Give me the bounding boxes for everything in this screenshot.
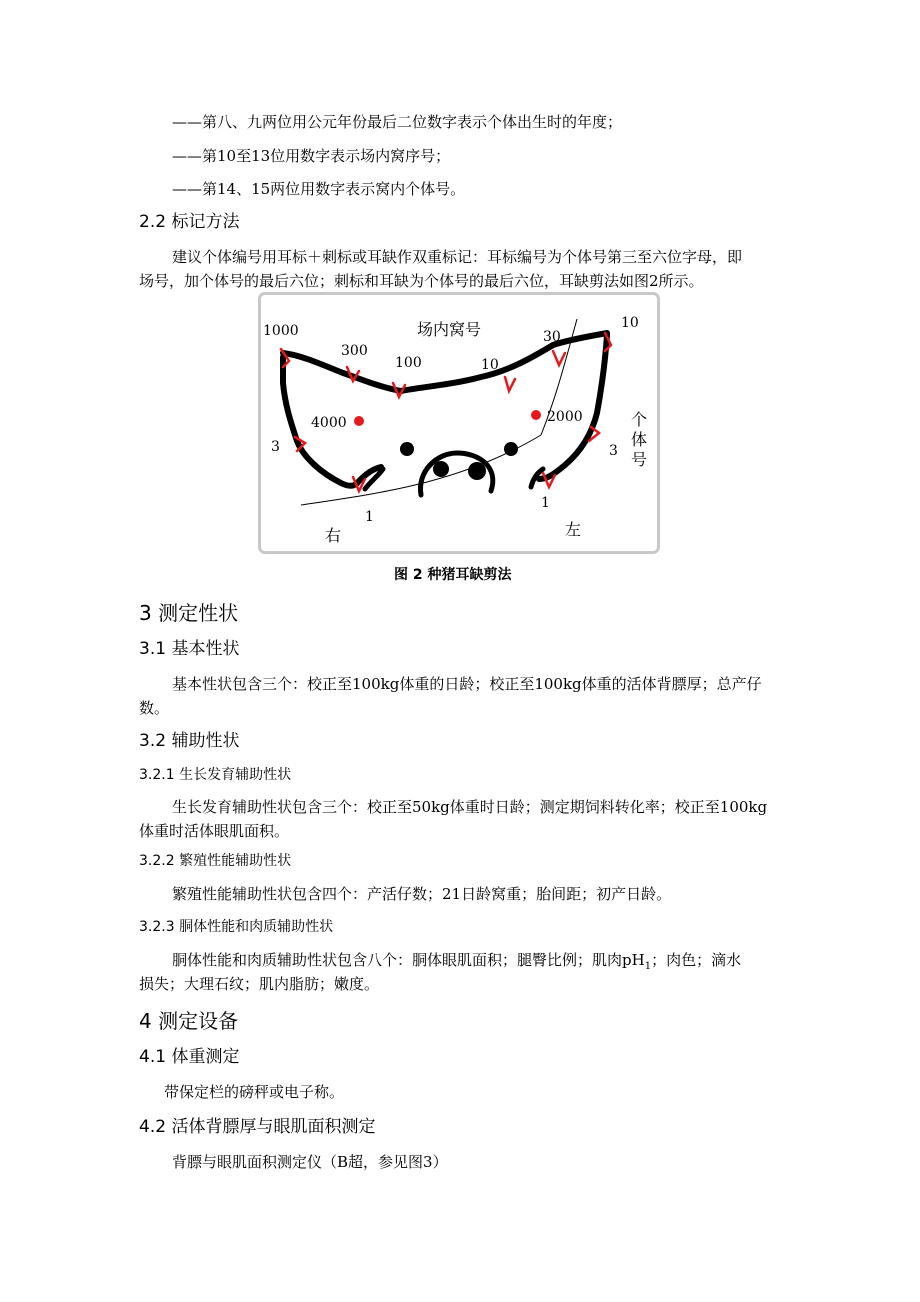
left-ear-outline	[539, 335, 607, 479]
section-3-2-3-paragraph-line1	[172, 950, 741, 977]
section-3-2-heading: 3.2 辅助性状	[139, 731, 240, 751]
section-3-2-2-paragraph: 繁殖性能辅助性状包含四个：产活仔数；21日龄窝重；胎间距；初产日龄。	[172, 885, 672, 903]
label-left-ear: 左	[565, 520, 582, 539]
pig-eye-left	[400, 442, 414, 456]
label-2000: 2000	[547, 409, 583, 425]
section-3-2-3-paragraph-line2: 损失；大理石纹；肌内脂肪；嫩度。	[139, 975, 380, 993]
side-label-char-2: 体	[631, 430, 648, 449]
label-3-left: 3	[609, 443, 618, 459]
label-1000: 1000	[263, 323, 299, 339]
label-1-left: 1	[541, 495, 550, 511]
red-dot-2000	[531, 410, 541, 420]
section-4-1-heading: 4.1 体重测定	[139, 1047, 240, 1067]
section-3-heading: 3 测定性状	[139, 601, 239, 625]
label-10-litter: 10	[481, 357, 499, 373]
section-3-2-1-paragraph-line2: 体重时活体眼肌面积。	[139, 822, 290, 840]
snout-nostril-right	[468, 462, 486, 480]
section-4-2-paragraph: 背膘与眼肌面积测定仪（B超，参见图3）	[172, 1153, 448, 1171]
pig-ear-notch-diagram	[261, 295, 657, 551]
section-2-2-paragraph-line2: 场号，加个体号的最后六位；刺标和耳缺为个体号的最后六位，耳缺剪法如图2所示。	[139, 272, 704, 290]
section-3-2-3-heading: 3.2.3 胴体性能和肉质辅助性状	[139, 919, 334, 935]
section-3-1-paragraph-line2: 数。	[139, 699, 170, 717]
label-3-right: 3	[271, 439, 280, 455]
label-4000: 4000	[311, 415, 347, 431]
section-3-1-heading: 3.1 基本性状	[139, 639, 240, 659]
line-individual-number: ——第14、15两位用数字表示窝内个体号。	[172, 180, 466, 198]
side-label-char-3: 号	[631, 450, 648, 469]
label-30: 30	[543, 329, 561, 345]
side-label-char-1: 个	[631, 410, 648, 429]
section-3-2-2-heading: 3.2.2 繁殖性能辅助性状	[139, 853, 292, 869]
red-dot-4000	[354, 416, 364, 426]
line-year-digits: ——第八、九两位用公元年份最后二位数字表示个体出生时的年度；	[172, 113, 623, 131]
label-300: 300	[341, 343, 368, 359]
figure-caption: 图 2 种猪耳缺剪法	[394, 567, 512, 583]
label-right-ear: 右	[325, 526, 342, 545]
section-4-2-heading: 4.2 活体背膘厚与眼肌面积测定	[139, 1117, 376, 1137]
section-3-2-1-paragraph-line1: 生长发育辅助性状包含三个：校正至50kg体重时日龄；测定期饲料转化率；校正至100kg	[172, 798, 768, 816]
section-3-1-paragraph-line1: 基本性状包含三个：校正至100kg体重的日龄；校正至100kg体重的活体背膘厚；总产仔	[172, 675, 762, 693]
label-10-individual: 10	[621, 315, 639, 331]
section-4-1-paragraph: 带保定栏的磅秤或电子称。	[164, 1083, 345, 1101]
figure-ear-notch	[258, 292, 660, 554]
section-4-heading: 4 测定设备	[139, 1009, 239, 1033]
paragraph-text-a: 胴体性能和肉质辅助性状包含八个：胴体眼肌面积；腿臀比例；肌肉pH	[172, 951, 645, 969]
section-2-2-heading: 2.2 标记方法	[139, 212, 240, 232]
section-3-2-1-heading: 3.2.1 生长发育辅助性状	[139, 767, 292, 783]
label-1-right: 1	[365, 509, 374, 525]
paragraph-text-b: ；肉色；滴水	[651, 951, 742, 969]
ph-subscript: 1	[644, 961, 652, 972]
figure-title-litter-number: 场内窝号	[417, 320, 482, 339]
section-2-2-paragraph-line1: 建议个体编号用耳标＋刺标或耳缺作双重标记：耳标编号为个体号第三至六位字母，即	[172, 248, 743, 266]
snout-nostril-left	[433, 461, 449, 477]
line-litter-number: ——第10至13位用数字表示场内窝序号；	[172, 147, 451, 165]
label-100: 100	[395, 355, 422, 371]
